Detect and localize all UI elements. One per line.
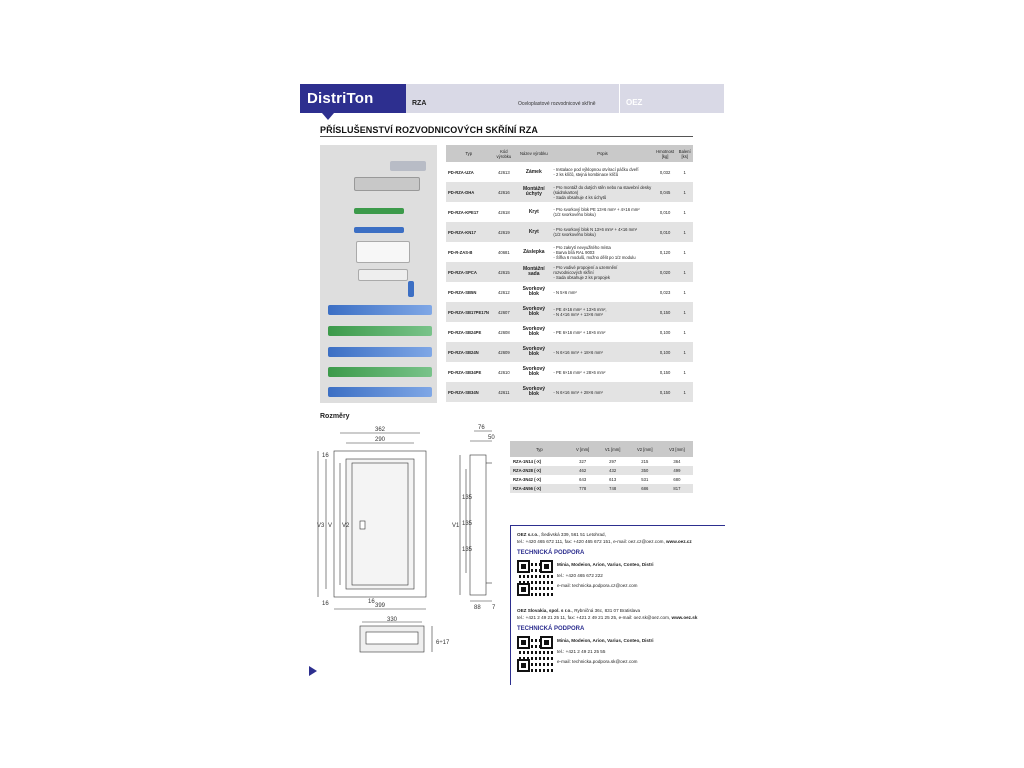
cell-code: 42608 — [498, 329, 510, 335]
dim-cell-value: 297 — [609, 459, 617, 464]
dim-cell-value: 462 — [569, 466, 597, 475]
cz-support-email[interactable]: e-mail: technicka.podpora.cz@oez.com — [557, 583, 638, 588]
bottom-view-drawing — [350, 616, 450, 662]
col-name: Název výrobku — [516, 145, 551, 162]
dim-width-399: 399 — [374, 603, 386, 609]
cell-name: Svorkový blok — [516, 342, 551, 362]
cz-phone-line — [517, 539, 692, 544]
cell-code: 42619 — [491, 222, 516, 242]
cell-desc: - Pro vodivé propojení a uzemnění rozvodnicových skříní - Sada obsahuje 2 ks propojek — [551, 262, 653, 282]
table-row — [446, 182, 693, 202]
table-row — [446, 202, 693, 222]
cell-name: Svorkový blok — [522, 366, 546, 377]
oez-logo: OEZ — [626, 98, 643, 107]
terminal-block-image-5 — [328, 387, 432, 397]
dim-bottom-330: 330 — [386, 617, 398, 623]
cell-pack: 1 — [676, 302, 693, 322]
dim-bottom-6-17: 6÷17 — [436, 640, 450, 646]
side-view-drawing — [440, 423, 506, 613]
cell-code: 42611 — [491, 382, 516, 402]
dim-cell-value: 215 — [641, 459, 649, 464]
table-row — [446, 282, 693, 302]
mounting-set-image — [358, 269, 408, 281]
sk-address-line — [517, 608, 640, 613]
table-row — [446, 362, 693, 382]
dim-width-362: 362 — [374, 427, 386, 433]
table-row — [446, 382, 693, 402]
col-pack: Balení [ks] — [676, 145, 693, 162]
cell-type: PD-RZA-UZA — [448, 169, 474, 175]
dim-label-v3: V3 — [317, 523, 325, 529]
dim-cell-type: RZA-3N42 (-X) — [513, 477, 542, 482]
cell-type: PD-RZA-SB24PE — [448, 329, 482, 335]
cell-name: Zámek — [525, 168, 542, 175]
cell-weight: 0,020 — [654, 262, 677, 282]
cell-pack: 1 — [683, 209, 686, 215]
sk-support-email[interactable]: e-mail: technicka.podpora.sk@oez.com — [557, 659, 638, 664]
header-description: Oceloplastové rozvodnicové skříně — [518, 101, 596, 107]
cz-qr-code — [517, 560, 553, 596]
dim-depth-50: 50 — [488, 435, 495, 441]
header-divider — [619, 84, 620, 113]
table-row — [446, 322, 693, 342]
cz-company: OEZ s.r.o. — [517, 532, 539, 537]
dim-col-v2: V2 [mm] — [629, 441, 661, 457]
cell-code: 42613 — [498, 169, 510, 175]
cell-pack: 1 — [676, 222, 693, 242]
cell-name: Svorkový blok — [522, 286, 546, 297]
qr-marker — [540, 636, 553, 649]
cell-code: 42607 — [491, 302, 516, 322]
cell-weight: 0,150 — [659, 369, 671, 375]
dim-cell-value: 350 — [629, 466, 661, 475]
table-row — [446, 242, 693, 262]
dim-depth-76: 76 — [478, 425, 485, 431]
cell-pack: 1 — [676, 262, 693, 282]
qr-marker — [517, 659, 530, 672]
cell-code: 42616 — [491, 182, 516, 202]
cell-pack: 1 — [683, 329, 686, 335]
cell-type: PD-RZA-SB34PE — [448, 369, 482, 375]
dimensions-heading: Rozměry — [320, 413, 350, 420]
sk-support-products: Minia, Modeion, Arion, Varius, Conteo, Distri — [557, 638, 654, 643]
keys-image — [390, 161, 426, 171]
cell-weight: 0,010 — [654, 222, 677, 242]
cell-pack: 1 — [676, 382, 693, 402]
table-row — [446, 302, 693, 322]
dim-cell-value: 364 — [673, 459, 681, 464]
dim-cell-value: 613 — [609, 477, 617, 482]
product-series: RZA — [412, 100, 427, 107]
cell-type: PD-R-ZAS-B — [448, 249, 473, 255]
dim-spacing-135-a: 135 — [462, 495, 473, 501]
cell-type: PD-RZA-SB34N — [446, 382, 491, 402]
dim-cell-value: 680 — [673, 477, 681, 482]
dim-cell-value: 643 — [579, 477, 587, 482]
brand-title: DistriTon — [307, 90, 374, 107]
cell-code: 42618 — [498, 209, 510, 215]
terminal-block-image-3 — [328, 347, 432, 357]
dim-depth-7: 7 — [492, 605, 496, 611]
contact-panel — [510, 525, 725, 685]
catalog-page — [300, 84, 724, 684]
dim-col-v3: V3 [mm] — [661, 441, 693, 457]
cell-type: PD-RZA-SB5N — [448, 289, 477, 295]
door-lock-icon — [360, 521, 365, 529]
cell-pack: 1 — [683, 369, 686, 375]
cell-type: PD-RZA-KPE17 — [448, 209, 479, 215]
col-code: Kód výrobku — [491, 145, 516, 162]
cell-desc: - Pro svorkový blok N 13×6 mm² + 4×16 mm² (1/2 svorkového bloku) — [551, 222, 653, 242]
brand-block — [300, 84, 406, 113]
cell-weight: 0,045 — [654, 182, 677, 202]
cell-desc: - PE 6×16 mm² + 28×6 mm² — [553, 369, 606, 375]
dim-cell-value: 686 — [629, 484, 661, 493]
cz-support-heading: TECHNICKÁ PODPORA — [517, 550, 585, 556]
cell-weight: 0,150 — [654, 382, 677, 402]
sk-support-phone: tel.: +421 2 49 21 25 55 — [557, 649, 606, 654]
table-row — [510, 457, 693, 466]
cell-pack: 1 — [676, 182, 693, 202]
table-row — [446, 162, 693, 182]
cell-name: Kryt — [528, 208, 539, 215]
dim-spacing-135-c: 135 — [462, 547, 473, 553]
qr-marker — [517, 636, 530, 649]
accessories-header-row — [446, 145, 693, 162]
green-cover-image — [354, 208, 404, 214]
small-terminal-image — [408, 281, 414, 297]
dim-cell-value: 531 — [641, 477, 649, 482]
terminal-block-image-4 — [328, 367, 432, 377]
cell-code: 40681 — [498, 249, 510, 255]
qr-marker — [517, 560, 530, 573]
next-page-arrow-icon[interactable] — [309, 666, 317, 676]
dim-cell-value: 499 — [661, 466, 693, 475]
cell-type: PD-RZA-KN17 — [446, 222, 491, 242]
sk-web-link[interactable]: www.oez.sk — [671, 615, 698, 620]
brackets-image — [354, 177, 420, 191]
cz-phone: tel.: +420 465 672 111, fax: +420 465 672 151, e-mail: oez.cz@oez.com, — [517, 539, 665, 544]
dim-cell-type: RZA-2N28 (-X) — [510, 466, 569, 475]
sk-phone: tel.: +421 2 49 21 25 11, fax: +421 2 49 21 25 25, e-mail: oez.sk@oez.com, — [517, 615, 671, 620]
dim-cell-type: RZA-4N56 (-X) — [510, 484, 569, 493]
sk-qr-code — [517, 636, 553, 672]
cell-code: 42610 — [498, 369, 510, 375]
cell-desc: - N 6×16 mm² + 18×6 mm² — [551, 342, 653, 362]
cell-type: PD-RZA-DHA — [446, 182, 491, 202]
dim-cell-value: 778 — [569, 484, 597, 493]
qr-marker — [517, 583, 530, 596]
cell-type: PD-RZA-SB24N — [446, 342, 491, 362]
dim-label-v: V — [328, 523, 333, 529]
dim-cell-value: 327 — [579, 459, 587, 464]
cell-desc: - PE 4×16 mm² + 13×6 mm², - N 4×16 mm² + 13×6 mm² — [551, 302, 653, 322]
cell-name: Svorkový blok — [516, 382, 551, 402]
table-row — [446, 222, 693, 242]
dim-cell-value: 432 — [597, 466, 629, 475]
dim-depth-88: 88 — [474, 605, 481, 611]
brand-pointer-icon — [322, 113, 334, 120]
page-header — [300, 84, 724, 113]
cell-name: Montážní sada — [516, 262, 551, 282]
dim-top-16: 16 — [322, 453, 329, 459]
cell-desc: - Instalace pod výklopnou otvírací páčku dveří - 2 ks klíčů, stejná kombinace klíčů — [553, 167, 639, 177]
cell-name: Svorkový blok — [522, 326, 546, 337]
cz-support-products: Minia, Modeion, Arion, Varius, Conteo, Distri — [557, 562, 654, 567]
cell-desc: - N 6×16 mm² + 28×6 mm² — [551, 382, 653, 402]
cell-code: 42609 — [491, 342, 516, 362]
dim-cell-value: 748 — [597, 484, 629, 493]
dim-bottom-16: 16 — [322, 601, 329, 607]
section-title: PŘÍSLUŠENSTVÍ ROZVODNICOVÝCH SKŘÍNÍ RZA — [320, 125, 538, 135]
cell-pack: 1 — [683, 289, 686, 295]
cell-pack: 1 — [683, 169, 686, 175]
dimensions-table — [510, 441, 693, 493]
cell-code: 42612 — [498, 289, 510, 295]
cell-pack: 1 — [683, 249, 686, 255]
table-row — [446, 262, 693, 282]
sk-address: , Rybničná 36c, 831 07 Bratislava — [571, 608, 641, 613]
cell-desc: - Pro zakrytí nevyužitého místa - Barva bílá RAL 9003 - Šířka 6 modulů, možno dělit po 1/2 modulu — [553, 244, 636, 260]
table-row — [446, 342, 693, 362]
blue-cover-image — [354, 227, 404, 233]
table-row — [510, 466, 693, 475]
cz-address-line — [517, 532, 606, 537]
cell-pack: 1 — [676, 342, 693, 362]
cell-name: Svorkový blok — [516, 302, 551, 322]
cell-code: 42615 — [491, 262, 516, 282]
title-underline — [320, 136, 693, 137]
cell-weight: 0,100 — [654, 342, 677, 362]
cell-weight: 0,150 — [654, 302, 677, 322]
cell-desc: - Pro montáž do dutých stěn nebo na stavební desky (sádrokarton) - Sada obsahuje 4 ks úchytů — [551, 182, 653, 202]
cell-weight: 0,010 — [659, 209, 671, 215]
accessories-photo — [320, 145, 437, 403]
terminal-block-image-1 — [328, 305, 432, 315]
cell-weight: 0,120 — [659, 249, 671, 255]
cell-name: Záslepka — [523, 248, 545, 255]
cell-weight: 0,023 — [659, 289, 671, 295]
cell-desc: - PE 6×16 mm² + 18×6 mm² — [553, 329, 606, 335]
cz-web-link[interactable]: www.oez.cz — [666, 539, 692, 544]
cell-weight: 0,032 — [659, 169, 671, 175]
sk-support-heading: TECHNICKÁ PODPORA — [517, 626, 585, 632]
cell-type: PD-RZA-SPCA — [446, 262, 491, 282]
cz-support-phone: tel.: +420 465 672 222 — [557, 573, 603, 578]
sk-phone-line — [517, 615, 697, 620]
table-row — [510, 484, 693, 493]
blanking-plate-image — [356, 241, 410, 263]
dim-col-v1: V1 [mm] — [597, 441, 629, 457]
cz-address: , Šedivská 339, 561 51 Letohrad, — [538, 532, 606, 537]
accessories-table — [446, 145, 693, 402]
cell-type: PD-RZA-SB17PE17N — [446, 302, 491, 322]
dim-col-v: V [mm] — [569, 441, 597, 457]
col-weight: Hmotnost [kg] — [654, 145, 677, 162]
col-desc: Popis — [551, 145, 653, 162]
cell-weight: 0,100 — [659, 329, 671, 335]
qr-marker — [540, 560, 553, 573]
cell-desc: - N 5×6 mm² — [553, 289, 577, 295]
terminal-block-image-2 — [328, 326, 432, 336]
dim-label-v2: V2 — [342, 523, 350, 529]
dim-label-v1: V1 — [452, 523, 460, 529]
table-row — [510, 475, 693, 484]
col-type: Typ — [446, 145, 491, 162]
sk-company: OEZ Slovakia, spol. s r.o. — [517, 608, 572, 613]
dim-cell-type: RZA-1N14 (-X) — [513, 459, 542, 464]
dim-col-type: Typ — [510, 441, 569, 457]
cell-name: Kryt — [516, 222, 551, 242]
dim-mid-16: 16 — [368, 599, 375, 605]
front-view-drawing — [314, 423, 434, 613]
dim-spacing-135-b: 135 — [462, 521, 473, 527]
dim-cell-value: 817 — [661, 484, 693, 493]
dimensions-header-row — [510, 441, 693, 457]
cell-name: Montážní úchyty — [516, 182, 551, 202]
cell-desc: - Pro svorkový blok PE 13×6 mm² + 4×16 mm² (1/2 svorkového bloku) — [553, 207, 640, 217]
dim-width-290: 290 — [374, 437, 386, 443]
